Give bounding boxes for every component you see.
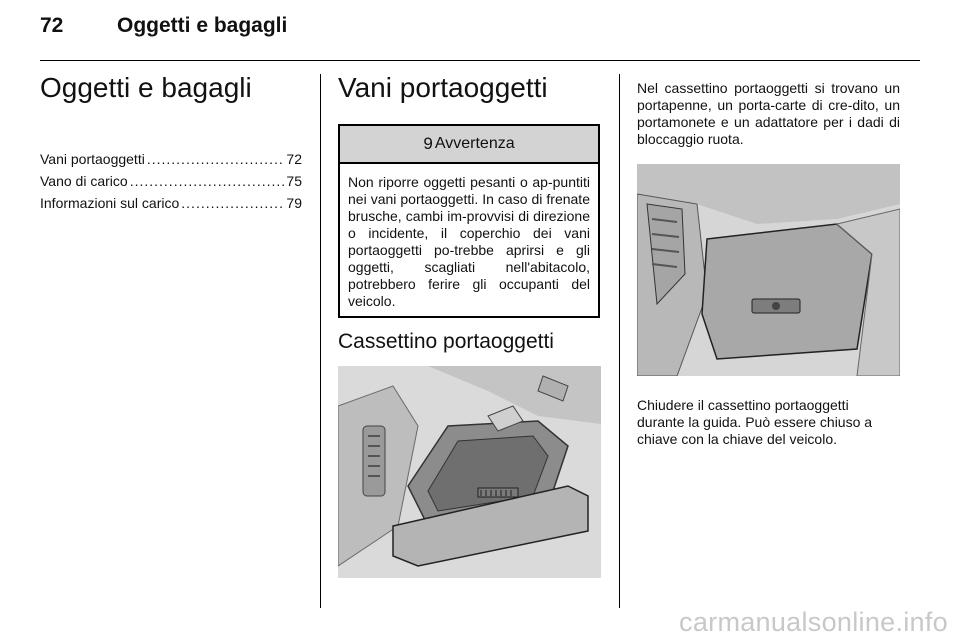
- header-rule: [40, 60, 920, 61]
- glovebox-closed-illustration: [637, 164, 900, 376]
- right-column: [637, 80, 900, 448]
- subsection-title: Cassettino portaoggetti: [338, 330, 554, 353]
- page-number: 72: [40, 14, 64, 37]
- warning-box: [338, 124, 600, 318]
- glovebox-contents-paragraph: Nel cassettino portaoggetti si trovano un portapenne, un porta-carte di cre-dito, un portamonete e un adattatore per i dadi di bloccaggio ruota.: [637, 80, 900, 147]
- warning-header: [340, 126, 598, 164]
- column-divider-1: [320, 74, 321, 608]
- table-of-contents: [40, 151, 302, 217]
- toc-entry-label: Informazioni sul carico: [40, 195, 180, 211]
- toc-entry[interactable]: [40, 173, 302, 195]
- warning-icon: 9: [423, 134, 433, 153]
- warning-title: Avvertenza: [434, 135, 515, 152]
- warning-text: Non riporre oggetti pesanti o ap-puntiti nei vani portaoggetti. In caso di frenate brusche, cambi im-provvisi di direzione o incidente, il coperchio dei vani portaoggetti po-trebbe aprirsi e gli oggetti, scagliati nell'abitacolo, potrebbero ferire gli occupanti del veicolo.: [348, 174, 590, 309]
- toc-leader-dots: [130, 173, 285, 189]
- toc-entry-page: 75: [286, 173, 302, 189]
- chapter-column: [40, 72, 302, 217]
- section-title: Vani portaoggetti: [338, 72, 548, 103]
- glovebox-open-illustration: [338, 366, 601, 578]
- toc-leader-dots: [181, 195, 284, 211]
- glovebox-usage-paragraph: Chiudere il cassettino portaoggetti durante la guida. Può essere chiuso a chiave con la chiave del veicolo.: [637, 397, 873, 447]
- toc-entry[interactable]: [40, 195, 302, 217]
- watermark-text: carmanualsonline.info: [679, 607, 948, 637]
- toc-entry-label: Vani portaoggetti: [40, 151, 145, 167]
- page-header: [40, 14, 920, 54]
- toc-entry[interactable]: [40, 151, 302, 173]
- column-divider-2: [619, 74, 620, 608]
- running-header-title: Oggetti e bagagli: [117, 14, 288, 37]
- section-column: [338, 72, 600, 354]
- toc-entry-page: 72: [286, 151, 302, 167]
- chapter-title: Oggetti e bagagli: [40, 72, 252, 103]
- toc-entry-page: 79: [286, 195, 302, 211]
- toc-leader-dots: [147, 151, 285, 167]
- toc-entry-label: Vano di carico: [40, 173, 128, 189]
